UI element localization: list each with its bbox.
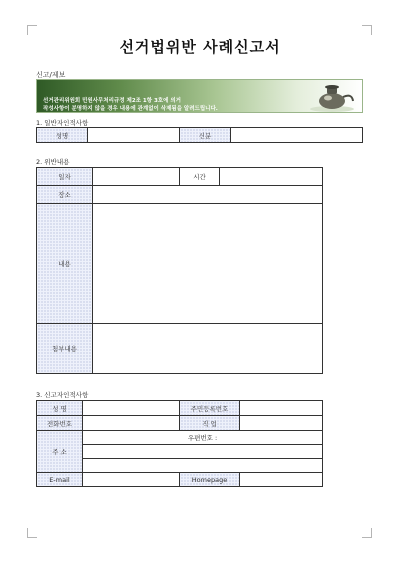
violation-table <box>36 167 323 374</box>
place-field[interactable] <box>93 186 323 204</box>
attachment-field[interactable] <box>93 324 323 374</box>
content-field[interactable] <box>93 204 323 324</box>
homepage-label: Homepage <box>180 473 240 487</box>
crop-mark-bottom-right <box>362 528 372 538</box>
section-3-heading: 3. 신고자인적사항 <box>36 391 89 399</box>
status-label: 신분 <box>180 128 231 143</box>
place-label: 장소 <box>37 186 93 204</box>
postal-code-field[interactable]: 우편번호 : <box>83 431 323 445</box>
date-field[interactable] <box>93 168 180 186</box>
resident-id-field[interactable] <box>240 401 323 416</box>
email-label: E-mail <box>37 473 83 487</box>
name-field[interactable] <box>88 128 180 143</box>
content-label: 내용 <box>37 204 93 324</box>
reporter-name-field[interactable] <box>83 401 180 416</box>
job-label: 직 업 <box>180 416 240 431</box>
attachment-label: 첨부내용 <box>37 324 93 374</box>
time-field[interactable] <box>220 168 323 186</box>
address-label: 주 소 <box>37 431 83 473</box>
crop-mark-top-right <box>362 25 372 35</box>
address-line-1-field[interactable] <box>83 445 323 459</box>
name-label: 성명 <box>37 128 88 143</box>
report-subheading: 신고/제보 <box>36 71 66 79</box>
status-field[interactable] <box>231 128 363 143</box>
banner-line-1: 선거관리위원회 민원사무처리규정 제2조 1항 3호에 의거 <box>43 98 181 104</box>
homepage-field[interactable] <box>240 473 323 487</box>
crop-mark-bottom-left <box>27 528 37 538</box>
notice-banner <box>36 79 363 113</box>
phone-field[interactable] <box>83 416 180 431</box>
reporter-name-label: 성 명 <box>37 401 83 416</box>
general-info-table <box>36 127 363 143</box>
email-field[interactable] <box>83 473 180 487</box>
date-label: 일자 <box>37 168 93 186</box>
job-field[interactable] <box>240 416 323 431</box>
section-1-heading: 1. 일반자인적사항 <box>36 119 89 127</box>
banner-line-2: 작성사항이 분명하지 않을 경우 내용에 관계없이 삭제됨을 알려드립니다. <box>43 106 218 112</box>
address-line-2-field[interactable] <box>83 459 323 473</box>
resident-id-label: 주민등록번호 <box>180 401 240 416</box>
phone-label: 전화번호 <box>37 416 83 431</box>
page-title: 선거법위반 사례신고서 <box>119 38 281 56</box>
section-2-heading: 2. 위반내용 <box>36 158 70 166</box>
vase-icon <box>306 81 358 113</box>
time-label: 시간 <box>180 168 220 186</box>
crop-mark-top-left <box>27 25 37 35</box>
reporter-table <box>36 400 323 487</box>
